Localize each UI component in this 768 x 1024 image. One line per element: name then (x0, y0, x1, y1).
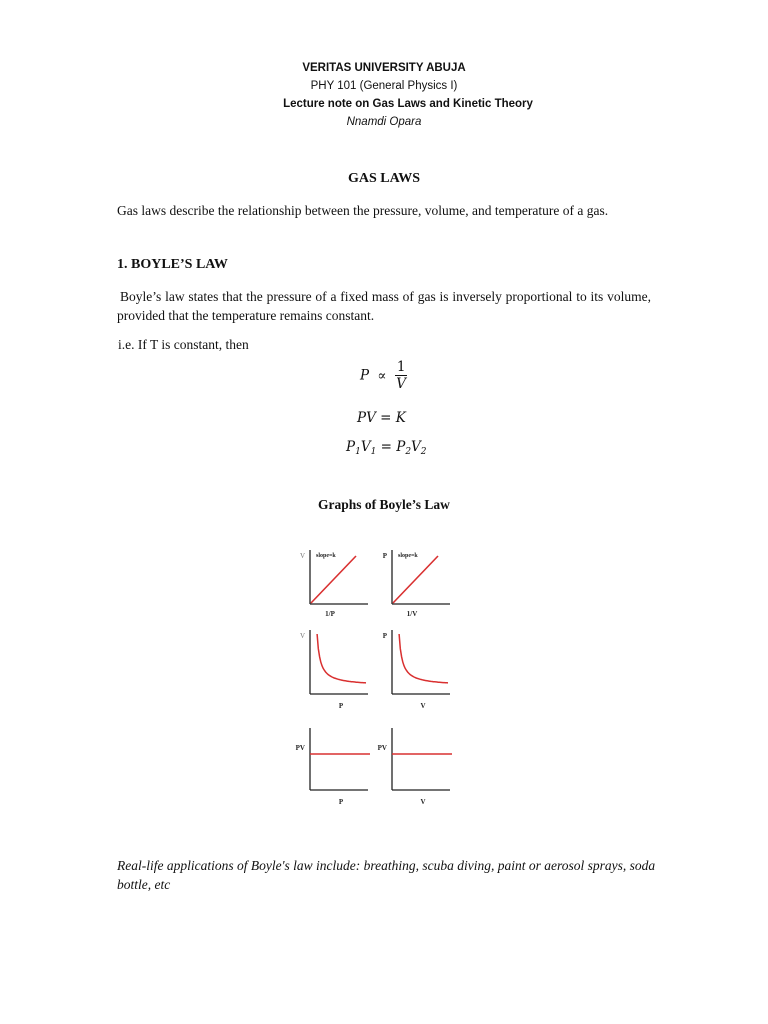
graph-3-curve (317, 634, 366, 683)
eq1-numerator: 1 (396, 359, 406, 375)
equation-pv-constant: PV = K (357, 410, 406, 426)
graph-2-line (393, 556, 438, 603)
graph-4-curve (399, 634, 448, 683)
author-name: Nnamdi Opara (346, 116, 422, 128)
graph-4-y-label: P (382, 632, 387, 640)
graphs-title: Graphs of Boyle’s Law (318, 497, 450, 512)
graph-2-y-label: P (382, 552, 387, 560)
graph-3-x-label: P (338, 702, 344, 710)
boyles-law-heading: 1. BOYLE’S LAW (117, 257, 228, 272)
graph-1-x-label: 1/P (325, 610, 335, 618)
section-title: GAS LAWS (348, 171, 420, 186)
eq1-operator: ∝ (377, 367, 387, 384)
graph-3-y-label: V (299, 632, 305, 640)
graph-2-slope-annotation: slope=k (398, 553, 418, 559)
graph-1-y-label: V (299, 552, 305, 560)
graph-5-x-label: P (338, 798, 344, 806)
graph-6-x-label: V (420, 798, 426, 806)
university-name: VERITAS UNIVERSITY ABUJA (302, 62, 466, 74)
applications-paragraph: Real-life applications of Boyle's law include: breathing, scuba diving, paint or aerosol sprays, soda bottle, etc (117, 858, 656, 892)
graphs-svg (284, 530, 480, 836)
intro-paragraph: Gas laws describe the relationship between the pressure, volume, and temperature of a gas. (117, 203, 609, 218)
graph-1-line (311, 556, 356, 603)
graph-6-y-label: PV (377, 744, 387, 752)
graph-1-slope-annotation: slope=k (316, 553, 336, 559)
equation-proportional (360, 360, 407, 392)
graph-5-y-label: PV (295, 744, 305, 752)
graph-2-x-label: 1/V (406, 610, 418, 618)
equation-p1v1-p2v2: $P_1V_1 = P_2V_2$ (346, 439, 427, 457)
eq1-fraction (395, 360, 408, 392)
eq1-denominator: V (396, 376, 406, 392)
condition-text: i.e. If T is constant, then (118, 337, 249, 352)
boyles-law-graphs-figure (284, 530, 480, 836)
graph-4-x-label: V (420, 702, 426, 710)
course-code: PHY 101 (General Physics I) (310, 80, 458, 92)
boyles-law-statement: Boyle’s law states that the pressure of a fixed mass of gas is inversely proportional to its volume, provided that the temperature remains constant. (117, 289, 651, 323)
eq1-lhs: P (360, 367, 370, 384)
lecture-title: Lecture note on Gas Laws and Kinetic Theory (283, 98, 533, 110)
